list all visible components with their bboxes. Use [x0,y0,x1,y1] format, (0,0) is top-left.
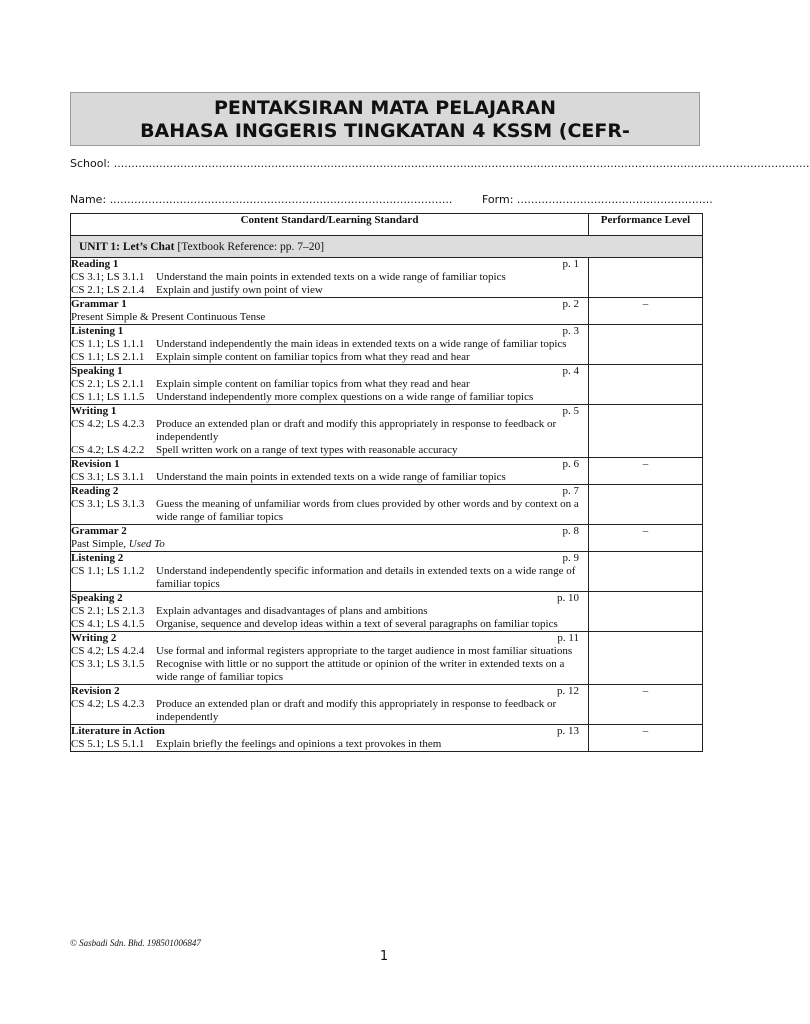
standard-line [71,444,588,457]
content-cell [71,592,589,632]
activity-name: Speaking 1 [71,365,123,377]
unit-row [71,236,703,258]
standard-code: CS 1.1; LS 1.1.5 [71,391,145,403]
unit-reference: [Textbook Reference: pp. 7–20] [177,240,325,253]
page-reference: p. 3 [562,325,579,337]
table-row [71,325,703,365]
standard-description: Understand the main points in extended texts on a wide range of familiar topics [156,471,506,483]
content-cell [71,258,589,298]
table-row [71,258,703,298]
activity-name: Writing 2 [71,632,117,644]
standard-description: Guess the meaning of unfamiliar words from clues provided by other words and by context on a wide range of familiar topics [156,498,579,523]
standard-code: CS 1.1; LS 2.1.1 [71,351,145,363]
standard-line [71,338,588,351]
topic-plain: Past Simple, [71,538,127,550]
standard-description: Understand independently the main ideas in extended texts on a wide range of familiar topics [156,338,567,350]
performance-level-cell [589,592,703,632]
standard-description: Recognise with little or no support the attitude or opinion of the writer in extended texts on a wide range of familiar topics [156,658,565,683]
performance-level-cell [589,365,703,405]
standard-description: Explain simple content on familiar topics from what they read and hear [156,351,470,363]
content-cell [71,725,589,752]
page-number: 1 [379,949,389,964]
performance-level-cell: – [589,458,703,485]
performance-level-cell [589,325,703,365]
activity-name: Revision 1 [71,458,120,470]
page-reference: p. 11 [557,632,579,644]
page-reference: p. 13 [557,725,579,737]
standard-line [71,471,588,484]
performance-level-cell [589,258,703,298]
standard-description: Produce an extended plan or draft and modify this appropriately in response to feedback or independently [156,698,557,723]
content-cell [71,365,589,405]
standard-code: CS 3.1; LS 3.1.1 [71,471,145,483]
standard-description: Understand independently specific information and details in extended texts on a wide range of familiar topics [156,565,576,590]
page-reference: p. 9 [562,552,579,564]
standard-code: CS 4.2; LS 4.2.2 [71,444,145,456]
header-content-standard: Content Standard/Learning Standard [71,214,589,236]
standard-description: Spell written work on a range of text types with reasonable accuracy [156,444,458,456]
activity-name: Reading 1 [71,258,119,270]
standard-code: CS 1.1; LS 1.1.2 [71,565,145,577]
page-reference: p. 4 [562,365,579,377]
standard-line [71,498,588,524]
form-field: Form: ........................................................ [482,193,713,206]
content-cell [71,632,589,685]
standard-line [71,565,588,591]
activity-name: Grammar 2 [71,525,127,537]
table-row [71,525,703,552]
topic-text [71,538,588,551]
standard-line [71,618,588,631]
performance-level-cell: – [589,685,703,725]
page-reference: p. 5 [562,405,579,417]
standard-code: CS 5.1; LS 5.1.1 [71,738,145,750]
standard-line [71,391,588,404]
name-field: Name: .................................................................................................. [70,193,453,206]
activity-name: Writing 1 [71,405,117,417]
standard-description: Organise, sequence and develop ideas within a text of several paragraphs on familiar topics [156,618,558,630]
page-reference: p. 8 [562,525,579,537]
standard-line [71,698,588,724]
table-row [71,685,703,725]
activity-name: Listening 2 [71,552,124,564]
assessment-table [70,213,703,752]
standard-code: CS 3.1; LS 3.1.1 [71,271,145,283]
standard-code: CS 3.1; LS 3.1.3 [71,498,145,510]
standard-line [71,418,588,444]
standard-code: CS 3.1; LS 3.1.5 [71,658,145,670]
page-reference: p. 12 [557,685,579,697]
content-cell [71,552,589,592]
page-reference: p. 6 [562,458,579,470]
content-cell [71,405,589,458]
table-row [71,298,703,325]
standard-line [71,645,588,658]
topic-italic: Used To [128,538,165,550]
topic-plain: Present Simple & Present Continuous Tense [71,311,266,323]
table-row [71,632,703,685]
standard-code: CS 4.2; LS 4.2.3 [71,418,145,430]
page-reference: p. 2 [562,298,579,310]
standard-code: CS 2.1; LS 2.1.3 [71,605,145,617]
standard-code: CS 4.2; LS 4.2.4 [71,645,145,657]
content-cell [71,525,589,552]
standard-description: Use formal and informal registers appropriate to the target audience in most familiar situations [156,645,573,657]
activity-name: Reading 2 [71,485,119,497]
standard-description: Explain briefly the feelings and opinions a text provokes in them [156,738,442,750]
title-line-2: BAHASA INGGERIS TINGKATAN 4 KSSM (CEFR- [140,120,630,142]
table-row [71,405,703,458]
standard-description: Understand the main points in extended texts on a wide range of familiar topics [156,271,506,283]
standard-description: Explain simple content on familiar topics from what they read and hear [156,378,470,390]
title-banner [70,92,700,146]
standard-description: Understand independently more complex questions on a wide range of familiar topics [156,391,534,403]
standard-code: CS 1.1; LS 1.1.1 [71,338,145,350]
unit-label: UNIT 1: Let’s Chat [79,240,175,253]
content-cell [71,685,589,725]
performance-level-cell: – [589,725,703,752]
content-cell [71,458,589,485]
standard-code: CS 4.1; LS 4.1.5 [71,618,145,630]
standard-line [71,284,588,297]
table-row [71,725,703,752]
content-cell [71,325,589,365]
standard-description: Explain and justify own point of view [156,284,323,296]
standard-line [71,271,588,284]
performance-level-cell [589,632,703,685]
standard-line [71,605,588,618]
topic-text [71,311,588,324]
table-row [71,485,703,525]
standard-description: Produce an extended plan or draft and modify this appropriately in response to feedback or independently [156,418,557,443]
activity-name: Listening 1 [71,325,124,337]
standard-code: CS 2.1; LS 2.1.4 [71,284,145,296]
table-row [71,365,703,405]
table-row [71,458,703,485]
content-cell [71,298,589,325]
school-field: School: ....................................................................................................................................................................................................... [70,157,810,170]
performance-level-cell [589,552,703,592]
header-performance-level: Performance Level [589,214,703,236]
performance-level-cell [589,405,703,458]
standard-line [71,738,588,751]
content-cell [71,485,589,525]
standard-code: CS 2.1; LS 2.1.1 [71,378,145,390]
page-reference: p. 7 [562,485,579,497]
activity-name: Speaking 2 [71,592,123,604]
activity-name: Literature in Action [71,725,165,737]
copyright-note: © Sasbadi Sdn. Bhd. 198501006847 [70,938,201,948]
performance-level-cell: – [589,525,703,552]
standard-line [71,351,588,364]
standard-description: Explain advantages and disadvantages of plans and ambitions [156,605,428,617]
activity-name: Revision 2 [71,685,120,697]
table-row [71,552,703,592]
performance-level-cell [589,485,703,525]
performance-level-cell: – [589,298,703,325]
standard-code: CS 4.2; LS 4.2.3 [71,698,145,710]
page-reference: p. 10 [557,592,579,604]
table-row [71,592,703,632]
page-reference: p. 1 [562,258,579,270]
standard-line [71,378,588,391]
standard-line [71,658,588,684]
activity-name: Grammar 1 [71,298,127,310]
title-line-1: PENTAKSIRAN MATA PELAJARAN [214,97,556,119]
